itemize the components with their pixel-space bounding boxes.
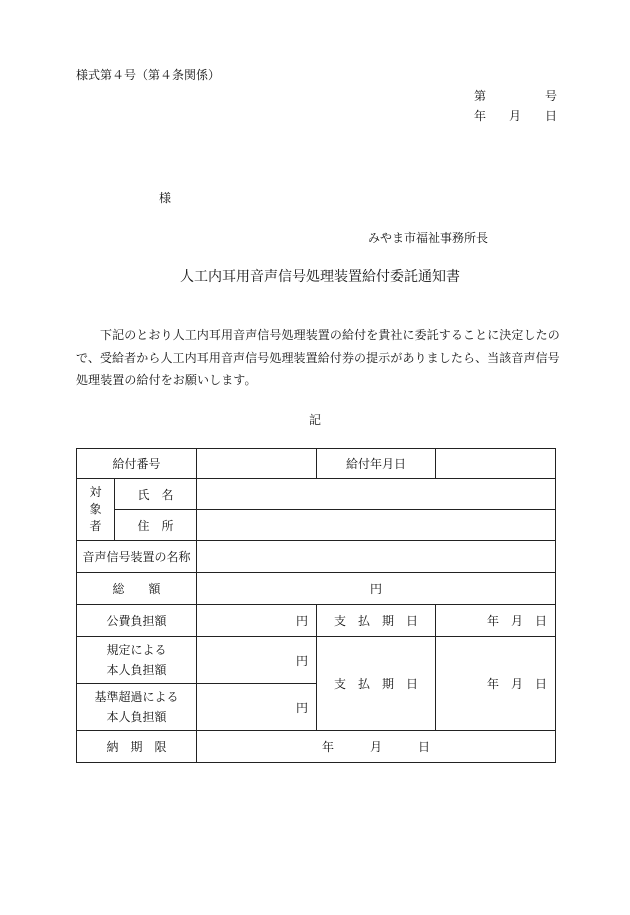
body-paragraph: 下記のとおり人工内耳用音声信号処理装置の給付を貴社に委託することに決定したので、受給者から人工内耳用音声信号処理装置給付券の提示がありましたら、当該音声信号処理装置の給付をお願いします。	[76, 328, 560, 387]
taishosha-char: 対	[89, 485, 102, 499]
table-row	[77, 731, 556, 763]
taishosha-char: 象	[89, 502, 102, 516]
kyufu-bango-label: 給付番号	[77, 449, 197, 479]
kyufu-bango-value[interactable]	[197, 449, 317, 479]
sogaku-label: 総 額	[77, 573, 197, 605]
kohi-futangaku-yen: 円	[197, 605, 317, 637]
doc-number-suffix: 号	[545, 89, 558, 103]
date-year: 年	[474, 109, 487, 123]
shiharai-kijitsu-label-2: 支 払 期 日	[317, 637, 436, 731]
sochi-meisho-label: 音声信号装置の名称	[77, 541, 197, 573]
detail-table	[76, 448, 556, 763]
kijun-line: 本人負担額	[106, 710, 167, 724]
date-month: 月	[509, 109, 522, 123]
kitei-line: 規定による	[106, 643, 167, 657]
doc-number-prefix: 第	[474, 89, 487, 103]
shiharai-kijitsu-date: 年 月 日	[436, 605, 556, 637]
noki-date: 年 月 日	[197, 731, 556, 763]
noki-label: 納 期 限	[77, 731, 197, 763]
kijun-line: 基準超過による	[94, 690, 179, 704]
date-day: 日	[545, 109, 558, 123]
shimei-value[interactable]	[197, 479, 556, 510]
table-row	[77, 541, 556, 573]
jusho-value[interactable]	[197, 510, 556, 541]
kijun-choka-yen: 円	[197, 684, 317, 731]
sender-name: みやま市福祉事務所長	[368, 231, 489, 245]
sochi-meisho-value[interactable]	[197, 541, 556, 573]
document-title: 人工内耳用音声信号処理装置給付委託通知書	[180, 269, 460, 285]
kitei-futangaku-yen: 円	[197, 637, 317, 684]
table-row	[77, 449, 556, 479]
kyufu-nengappi-value[interactable]	[436, 449, 556, 479]
table-row	[77, 510, 556, 541]
kyufu-nengappi-label: 給付年月日	[317, 449, 436, 479]
jusho-label: 住 所	[115, 510, 197, 541]
sogaku-yen: 円	[197, 573, 556, 605]
shiharai-kijitsu-label: 支 払 期 日	[317, 605, 436, 637]
recipient-honorific: 様	[159, 191, 172, 205]
table-row	[77, 479, 556, 510]
shimei-label: 氏 名	[115, 479, 197, 510]
kitei-line: 本人負担額	[106, 663, 167, 677]
kijun-choka-label	[77, 684, 197, 731]
form-number: 様式第４号（第４条関係）	[76, 68, 221, 82]
kitei-futangaku-label	[77, 637, 197, 684]
taishosha-char: 者	[89, 519, 102, 533]
taishosha-label	[77, 479, 115, 541]
table-row	[77, 573, 556, 605]
table-row	[77, 637, 556, 684]
kohi-futangaku-label: 公費負担額	[77, 605, 197, 637]
shiharai-kijitsu-date-2: 年 月 日	[436, 637, 556, 731]
ki-heading: 記	[309, 413, 322, 427]
table-row	[77, 605, 556, 637]
